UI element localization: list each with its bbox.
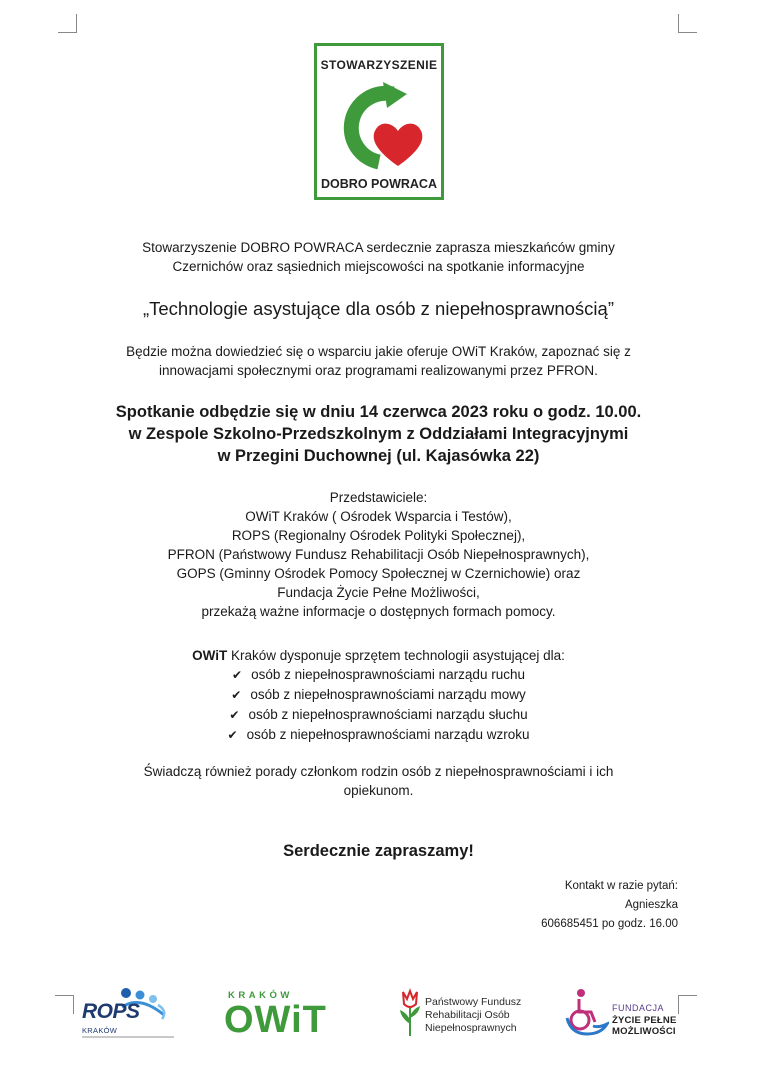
- crop-mark-bottom-left: [55, 995, 74, 1014]
- contact-info: Kontakt w razie pytań: Agnieszka 606685451 po godz. 16.00: [541, 880, 678, 930]
- list-item: OWiT Kraków ( Ośrodek Wsparcia i Testów),: [245, 509, 512, 524]
- checkmark-icon: ✔: [232, 668, 243, 682]
- list-item: ✔ osób z niepełnosprawnościami narządu wzroku: [0, 725, 757, 745]
- fundacja-label: FUNDACJA: [612, 1003, 665, 1013]
- equipment-checklist: [0, 665, 757, 745]
- rops-name: ROPS: [82, 1000, 140, 1023]
- owit-logo-name: OWiT: [224, 999, 327, 1041]
- pfron-name: Państwowy Fundusz Rehabilitacji Osób Niepełnosprawnych: [425, 996, 522, 1034]
- association-logo: [314, 43, 444, 200]
- list-item: PFRON (Państwowy Fundusz Rehabilitacji Osób Niepełnosprawnych),: [167, 547, 590, 562]
- tulip-icon: [397, 988, 423, 1038]
- owit-statement: OWiT Kraków dysponuje sprzętem technologii asystującej dla:: [192, 648, 565, 663]
- pfron-logo: [395, 985, 530, 1045]
- rops-city: KRAKÓW: [82, 1026, 118, 1035]
- owit-bold: OWiT: [192, 648, 228, 663]
- owit-logo-city: KRAKÓW: [228, 990, 293, 1001]
- list-item: GOPS (Gminny Ośrodek Pomocy Społecznej w Czernichowie) oraz: [176, 566, 581, 581]
- meeting-details: Spotkanie odbędzie się w dniu 14 czerwca 2023 roku o godz. 10.00. w Zespole Szkolno-Przedszkolnym z Oddziałami Integracyjnymi w Przegini Duchownej (ul. Kajasówka 22): [115, 403, 642, 465]
- owit-logo: [222, 985, 346, 1045]
- checkmark-icon: ✔: [227, 728, 238, 742]
- list-item: ✔ osób z niepełnosprawnościami narządu mowy: [0, 685, 757, 705]
- crop-mark-top-right: [678, 14, 697, 33]
- event-title: „Technologie asystujące dla osób z niepełnosprawnością”: [142, 298, 614, 319]
- list-item: ✔ osób z niepełnosprawnościami narządu słuchu: [0, 705, 757, 725]
- fundacja-logo: [565, 985, 710, 1045]
- rops-divider: [82, 1036, 174, 1038]
- list-item: ROPS (Regionalny Ośrodek Polityki Społecznej),: [231, 528, 526, 543]
- crop-mark-top-left: [58, 14, 77, 33]
- wheelchair-hand-icon: [565, 988, 609, 1038]
- list-item: przekażą ważne informacje o dostępnych formach pomocy.: [201, 604, 556, 619]
- rops-logo: [78, 985, 174, 1045]
- intro-paragraph: Stowarzyszenie DOBRO POWRACA serdecznie zaprasza mieszkańców gminy Czernichów oraz sąsiednich miejscowości na spotkanie informacyjne: [142, 240, 615, 274]
- info-paragraph: Będzie można dowiedzieć się o wsparciu jakie oferuje OWiT Kraków, zapoznać się z innowacjami społecznymi oraz programami realizowanymi przez PFRON.: [126, 344, 631, 378]
- list-item: ✔ osób z niepełnosprawnościami narządu ruchu: [0, 665, 757, 685]
- fundacja-name: ŻYCIE PEŁNE MOŻLIWOŚCI: [612, 1015, 677, 1037]
- checkmark-icon: ✔: [229, 708, 240, 722]
- recycle-heart-icon: [335, 80, 429, 172]
- list-item: Fundacja Życie Pełne Możliwości,: [277, 585, 480, 600]
- representatives-heading: Przedstawiciele:: [329, 490, 428, 505]
- logo-top-text: STOWARZYSZENIE: [320, 58, 438, 72]
- invitation-text: Serdecznie zapraszamy!: [283, 842, 474, 860]
- representatives-list: [0, 488, 757, 621]
- logo-bottom-text: DOBRO POWRACA: [321, 177, 437, 191]
- advice-paragraph: Świadczą również porady członkom rodzin osób z niepełnosprawnościami i ich opiekunom.: [143, 764, 614, 798]
- checkmark-icon: ✔: [231, 688, 242, 702]
